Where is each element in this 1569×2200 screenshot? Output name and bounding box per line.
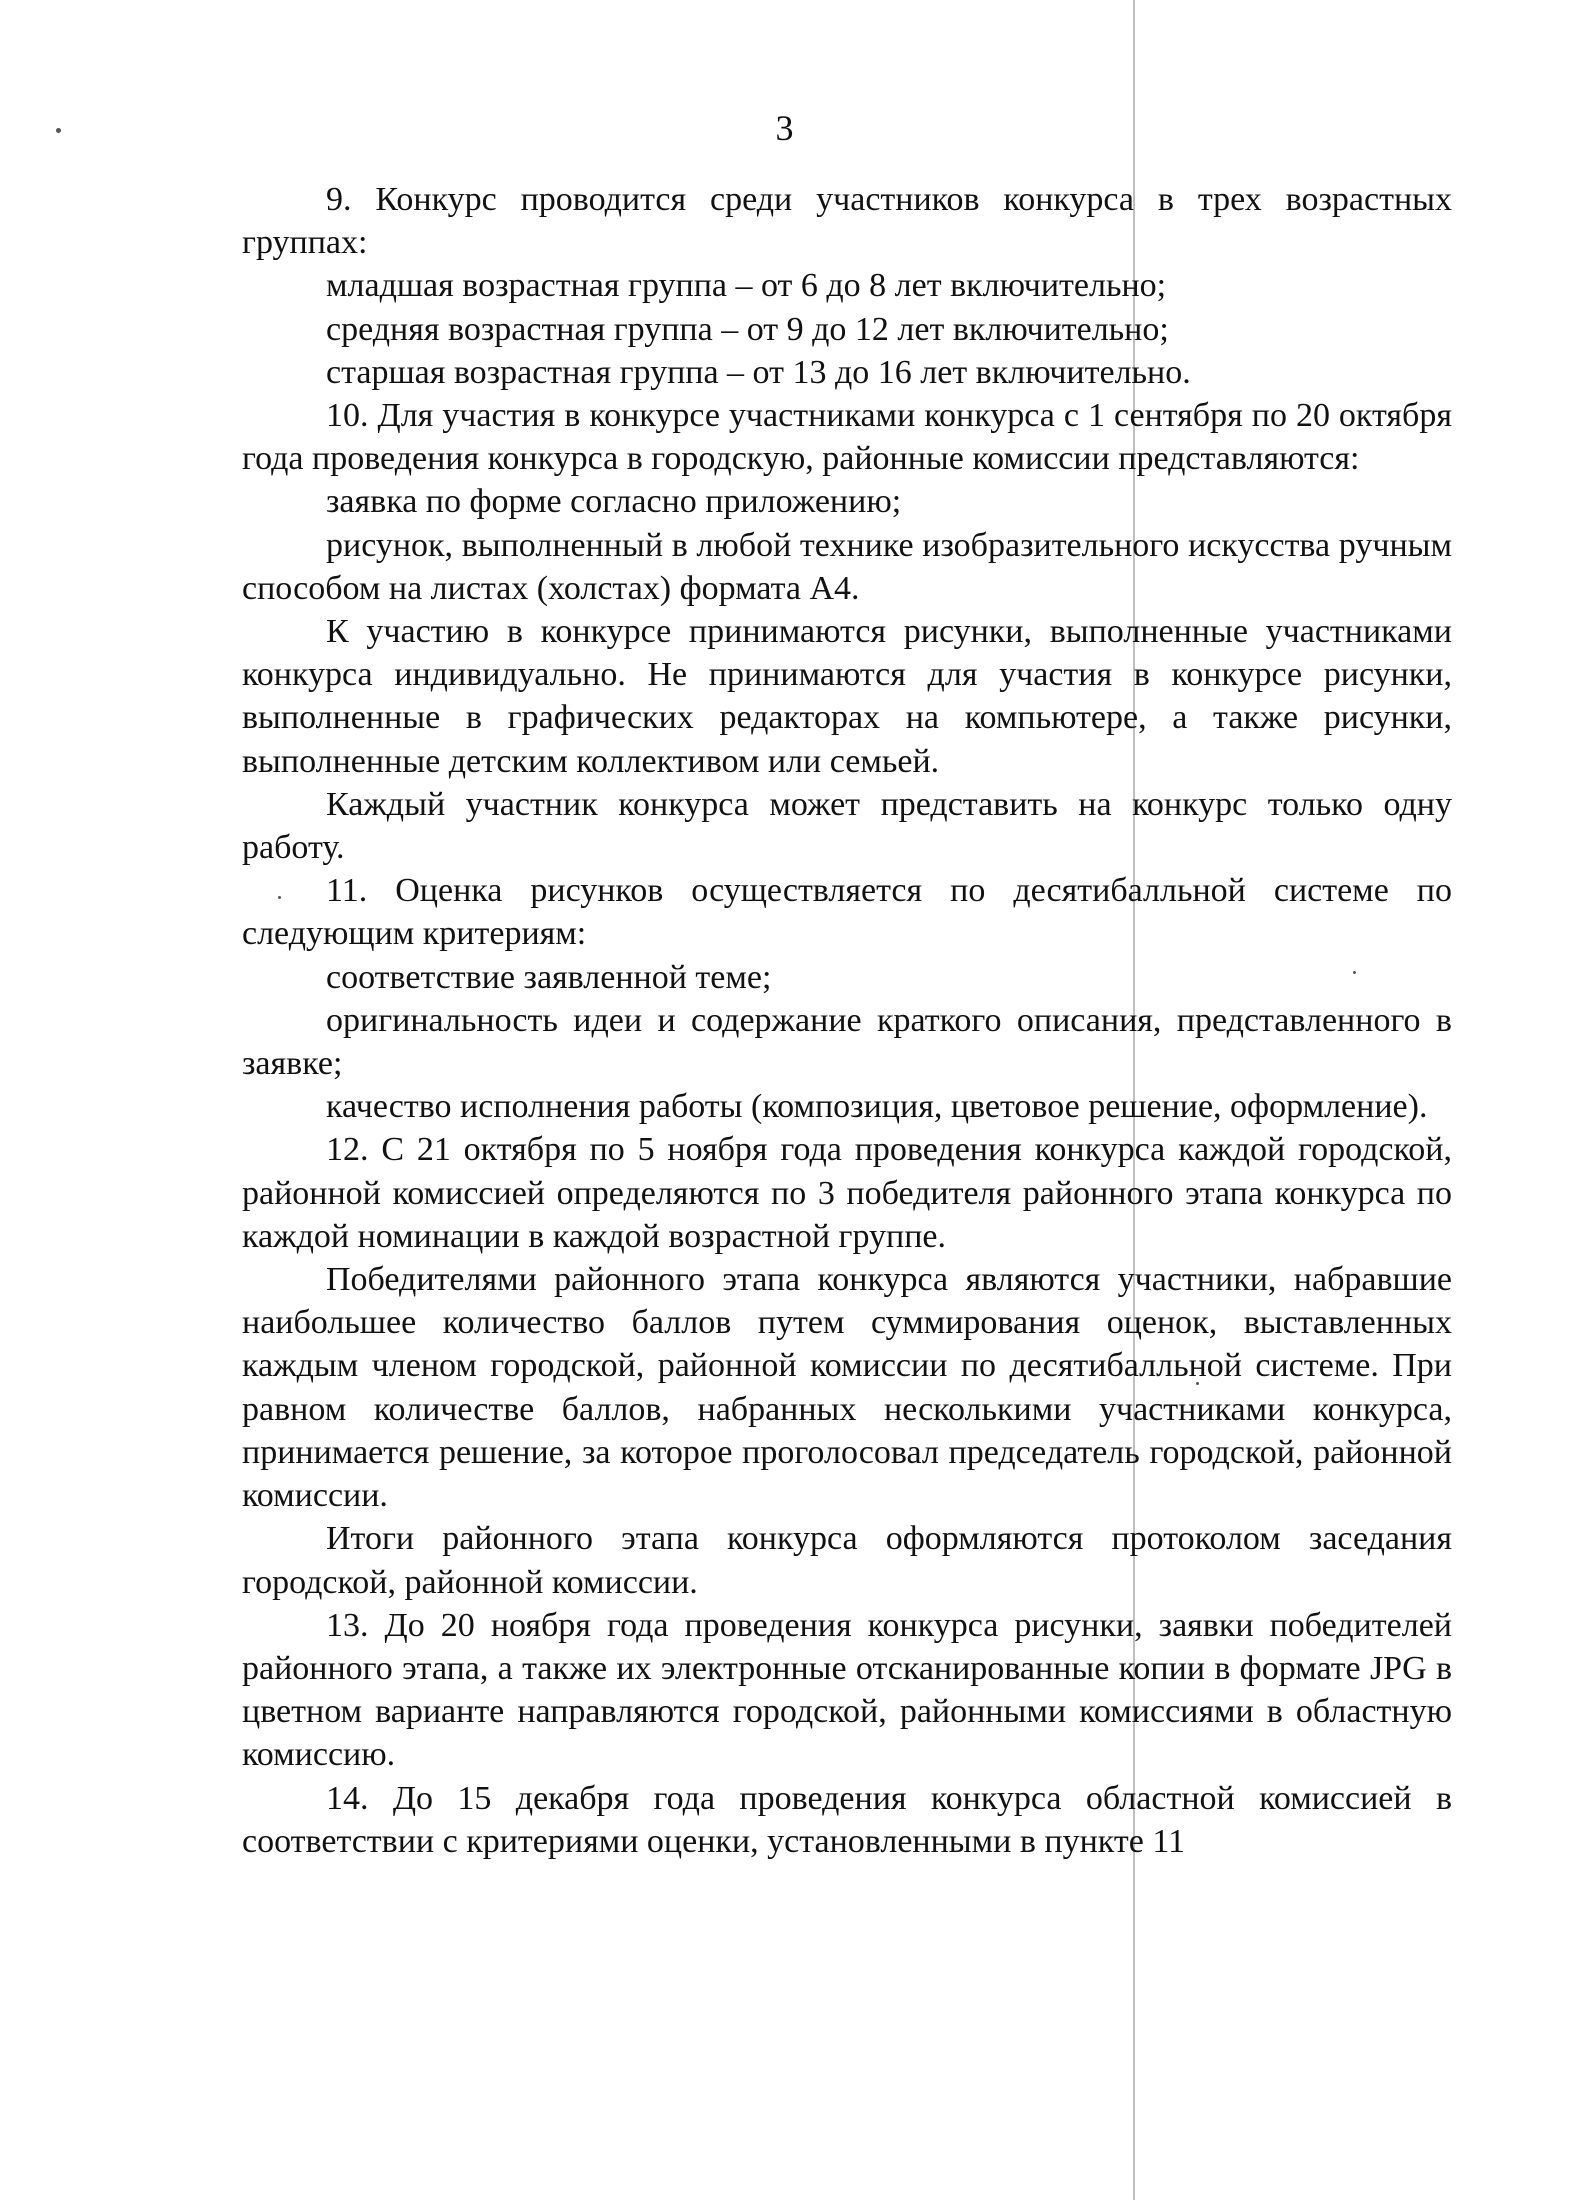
paragraph: рисунок, выполненный в любой технике изобразительного искусства ручным способом на листах (холстах) формата А4. — [242, 526, 1452, 607]
paragraph: качество исполнения работы (композиция, цветовое решение, оформление). — [326, 1088, 1428, 1126]
paragraph: 10. Для участия в конкурсе участниками конкурса с 1 сентября по 20 октября года проведения конкурса в городскую, районные комиссии представляются: — [242, 397, 1452, 478]
paragraph: 12. С 21 октября по 5 ноября года проведения конкурса каждой городской, районной комиссией определяются по 3 победителя районного этапа конкурса по каждой номинации в каждой возрастной группе. — [242, 1131, 1452, 1255]
paragraph: Каждый участник конкурса может представить на конкурс только одну работу. — [242, 785, 1452, 867]
paragraph: 14. До 15 декабря года проведения конкурса областной комиссией в соответствии с критериями оценки, установленными в пункте 11 — [242, 1779, 1452, 1860]
paragraph: 13. До 20 ноября года проведения конкурса рисунки, заявки победителей районного этапа, а также их электронные отсканированные копии в формате JPG в цветном варианте направляются городской, районными комиссиями в областную комиссию. — [242, 1606, 1452, 1774]
page-number: 3 — [775, 108, 794, 148]
paragraph: Итоги районного этапа конкурса оформляются протоколом заседания городской, районной комиссии. — [242, 1520, 1452, 1601]
paragraph: К участию в конкурсе принимаются рисунки, выполненные участниками конкурса индивидуально. Не принимаются для участия в конкурсе рисунки, выполненные в графических редакторах на компьютере, а также рисунки, выполненные детским коллективом или семьей. — [242, 613, 1452, 780]
list-item: старшая возрастная группа – от 13 до 16 лет включительно. — [326, 353, 1191, 391]
paragraph: 9. Конкурс проводится среди участников конкурса в трех возрастных группах: — [242, 181, 1452, 262]
paragraph: соответствие заявленной теме; — [326, 958, 772, 996]
list-item: средняя возрастная группа – от 9 до 12 лет включительно; — [326, 310, 1169, 348]
paragraph: заявка по форме согласно приложению; — [326, 483, 902, 521]
document-body — [242, 178, 1452, 1863]
paragraph: 11. Оценка рисунков осуществляется по десятибалльной системе по следующим критериям: — [242, 872, 1452, 953]
paragraph: Победителями районного этапа конкурса являются участники, набравшие наибольшее количество баллов путем суммирования оценок, выставленных каждым членом городской, районной комиссии по десятибалльной системе. При равном количестве баллов, набранных несколькими участниками конкурса, принимается решение, за которое проголосовал председатель городской, районной комиссии. — [242, 1261, 1452, 1515]
list-item: младшая возрастная группа – от 6 до 8 лет включительно; — [326, 267, 1167, 305]
paragraph: оригинальность идеи и содержание краткого описания, представленного в заявке; — [242, 1001, 1452, 1083]
